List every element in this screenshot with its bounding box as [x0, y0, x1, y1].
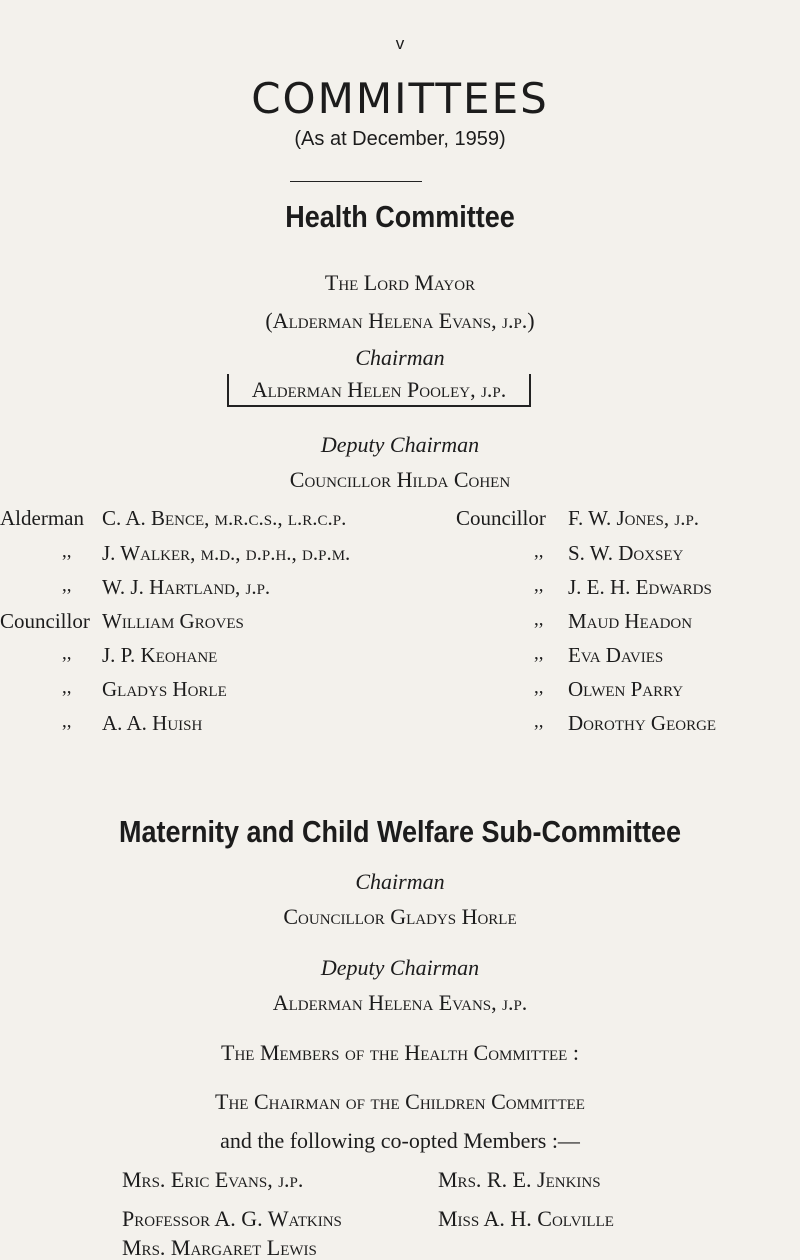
member-title: Alderman [0, 506, 84, 530]
ditto-mark: ,, [62, 643, 72, 664]
member-name: William Groves [102, 609, 244, 633]
ditto-mark: ,, [62, 541, 72, 562]
member-name: Maud Headon [568, 609, 693, 633]
maternity-committee-title: Maternity and Child Welfare Sub-Committee [118, 815, 682, 849]
ditto-mark: ,, [62, 677, 72, 698]
member-name: F. W. Jones, j.p. [568, 506, 700, 530]
maternity-deputy-label: Deputy Chairman [320, 955, 480, 980]
ditto-mark: ,, [534, 711, 544, 732]
coopted-member: Professor A. G. Watkins [122, 1206, 342, 1231]
member-name: Dorothy George [568, 711, 717, 735]
maternity-chairman-name: Councillor Gladys Horle [283, 904, 517, 929]
ditto-mark: ,, [534, 575, 544, 596]
maternity-chairman-label: Chairman [355, 869, 445, 894]
chairman-name-box: Alderman Helen Pooley, j.p. [227, 374, 531, 407]
deputy-chairman-name: Councillor Hilda Cohen [289, 467, 511, 492]
page-subtitle: (As at December, 1959) [294, 128, 506, 150]
coopted-member: Mrs. Eric Evans, j.p. [122, 1167, 304, 1192]
member-name: Eva Davies [568, 643, 664, 667]
member-title: Councillor [456, 506, 546, 530]
member-name: J. Walker, m.d., d.p.h., d.p.m. [102, 541, 351, 565]
title-divider [290, 181, 422, 182]
chairman-label: Chairman [355, 345, 445, 370]
member-name: C. A. Bence, m.r.c.s., l.r.c.p. [102, 506, 347, 530]
page-number: v [395, 34, 405, 53]
deputy-chairman-label: Deputy Chairman [320, 432, 480, 457]
children-committee-line: The Chairman of the Children Committee [215, 1089, 585, 1114]
maternity-deputy-name: Alderman Helena Evans, j.p. [272, 990, 528, 1015]
coopted-member: Miss A. H. Colville [438, 1206, 614, 1231]
lord-mayor-name: (Alderman Helena Evans, j.p.) [265, 308, 535, 333]
lord-mayor-line: The Lord Mayor [324, 270, 476, 295]
member-name: J. E. H. Edwards [568, 575, 712, 599]
member-name: J. P. Keohane [102, 643, 218, 667]
ditto-mark: ,, [534, 609, 544, 630]
member-name: Gladys Horle [102, 677, 227, 701]
coopted-member: Mrs. R. E. Jenkins [438, 1167, 601, 1192]
ditto-mark: ,, [534, 643, 544, 664]
health-committee-title: Health Committee [285, 200, 515, 234]
member-name: W. J. Hartland, j.p. [102, 575, 271, 599]
ditto-mark: ,, [62, 575, 72, 596]
member-title: Councillor [0, 609, 90, 633]
coopted-intro: and the following co-opted Members :— [220, 1128, 580, 1153]
member-name: A. A. Huish [102, 711, 203, 735]
ditto-mark: ,, [534, 541, 544, 562]
page-title: COMMITTEES [251, 74, 549, 123]
coopted-member: Mrs. Margaret Lewis [122, 1235, 317, 1260]
member-name: Olwen Parry [568, 677, 684, 701]
ditto-mark: ,, [62, 711, 72, 732]
ditto-mark: ,, [534, 677, 544, 698]
members-line: The Members of the Health Committee : [221, 1040, 579, 1065]
member-name: S. W. Doxsey [568, 541, 684, 565]
